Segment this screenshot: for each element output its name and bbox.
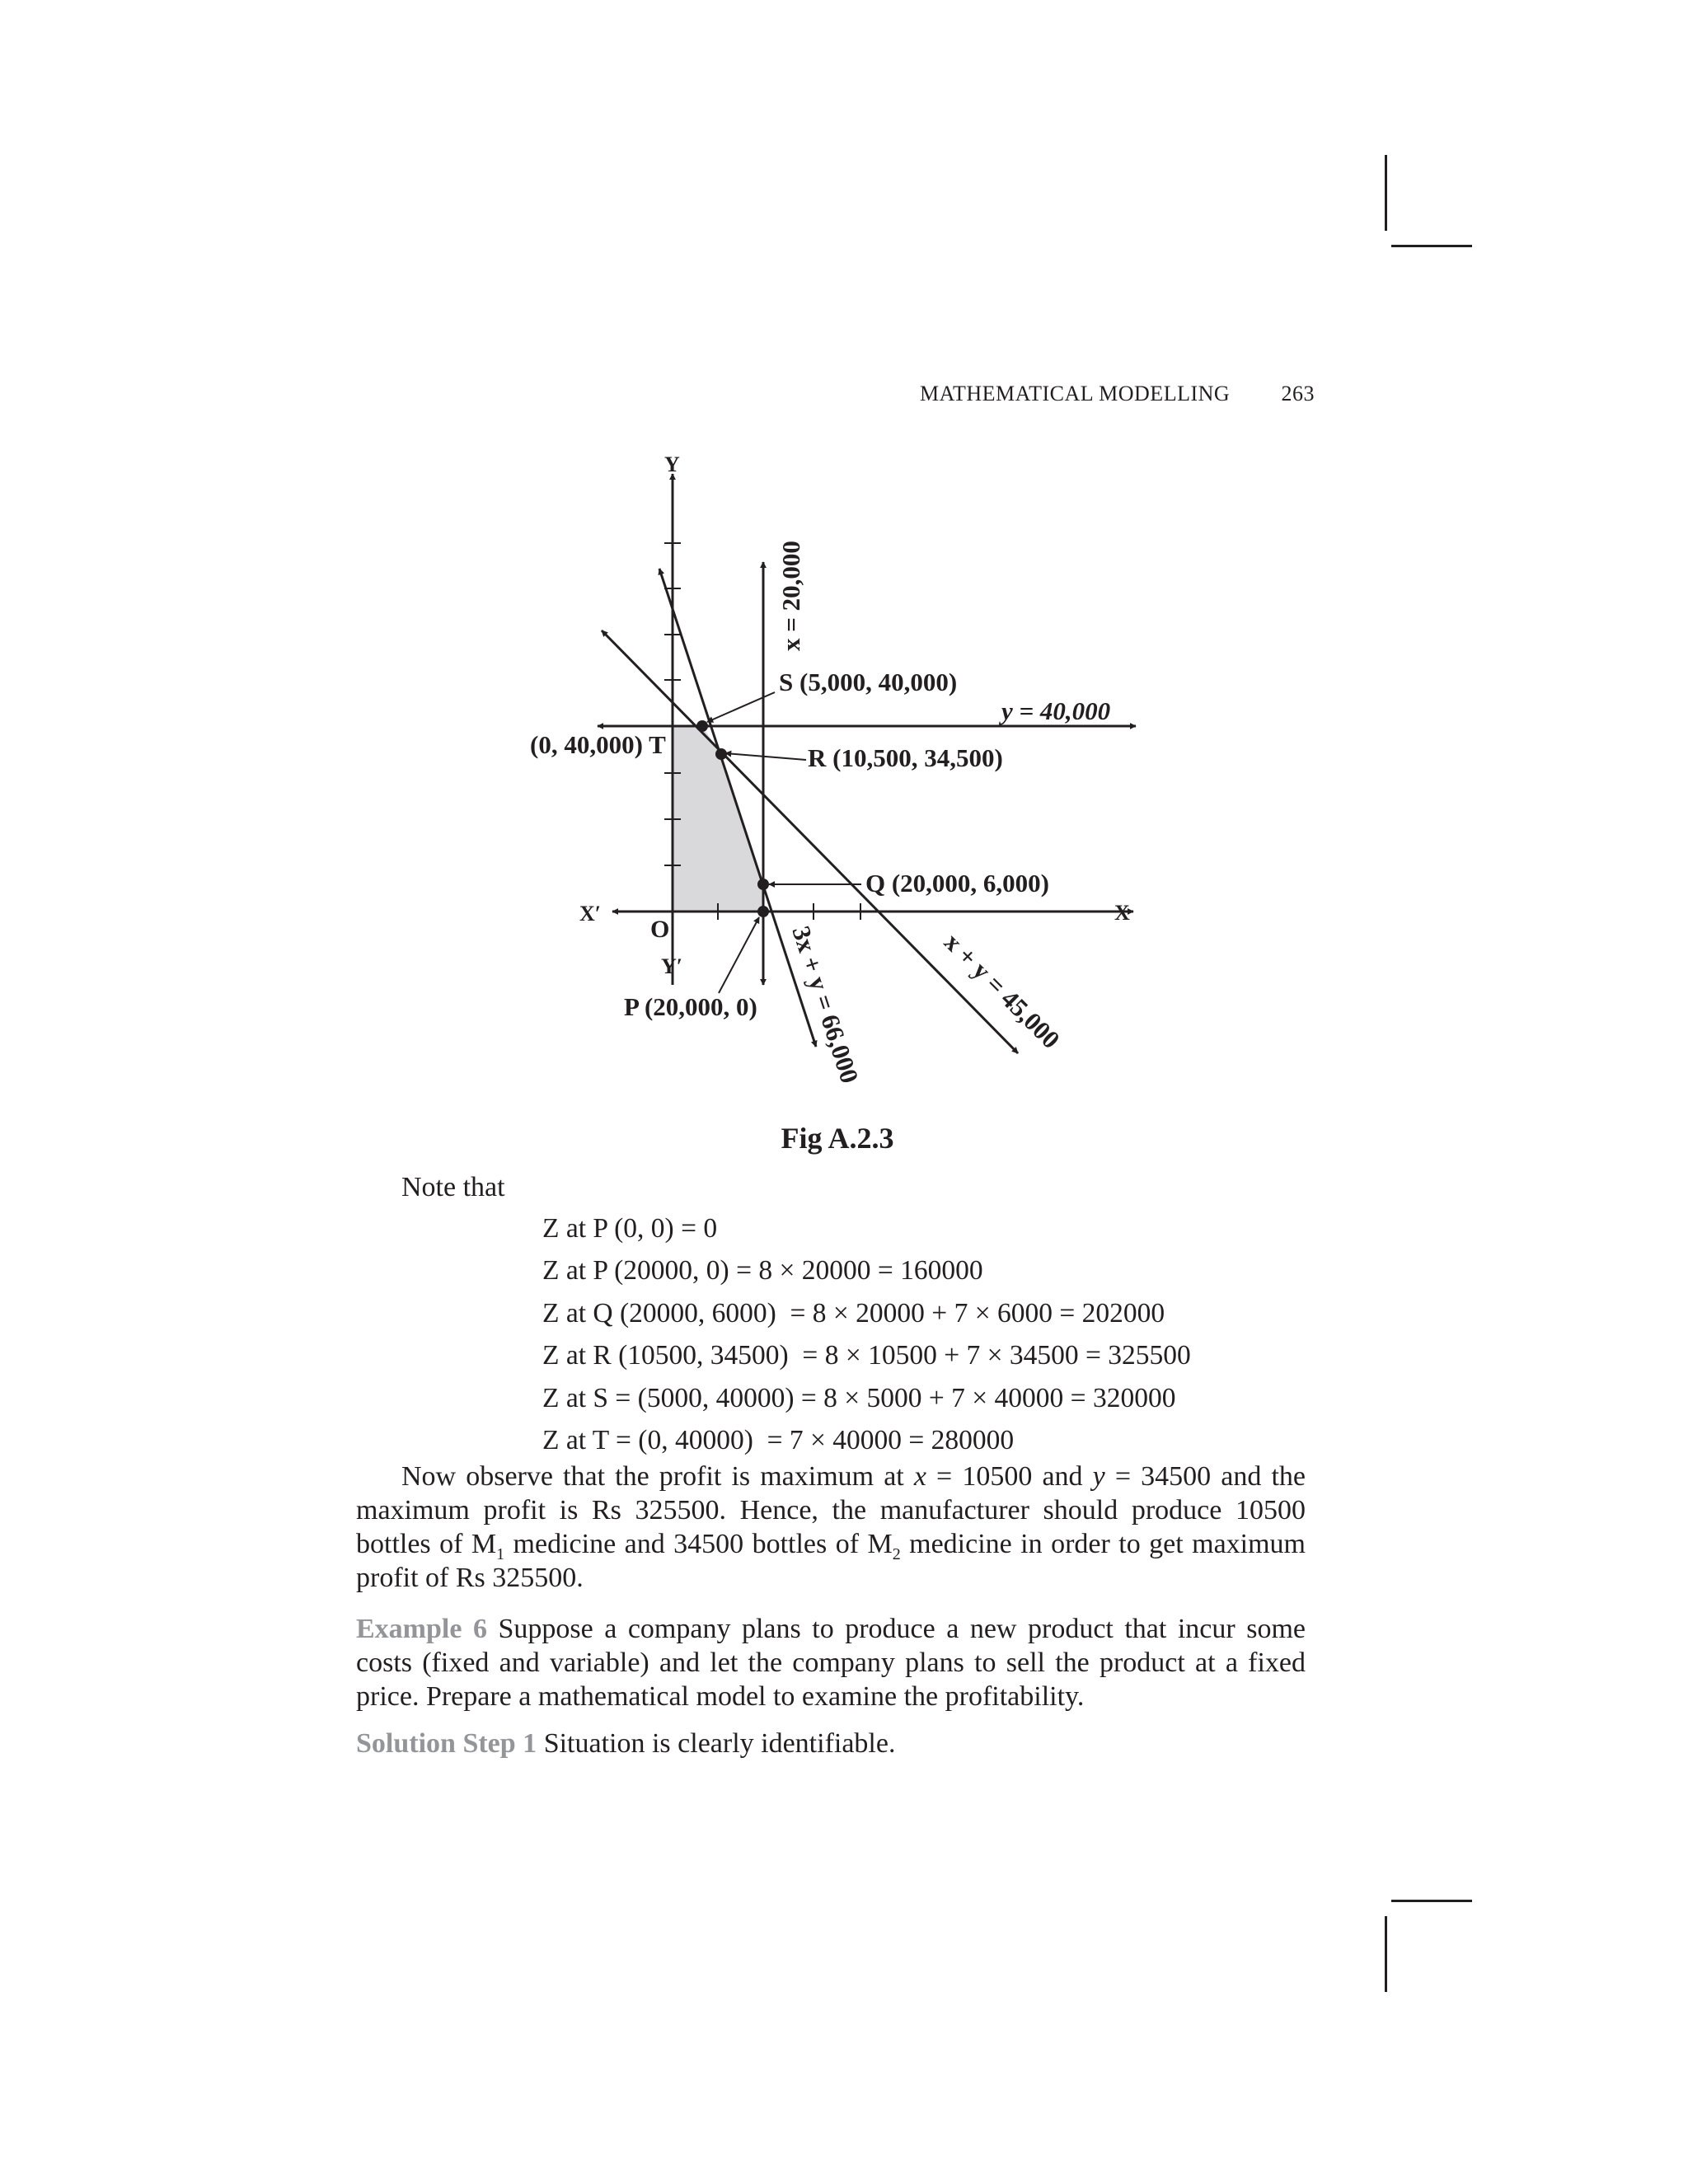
vertex-p-dot bbox=[757, 906, 769, 917]
callout-r-arrow bbox=[725, 753, 806, 760]
callout-s-arrow bbox=[707, 692, 775, 722]
label-x-20000: x = 20,000 bbox=[776, 541, 805, 651]
figure-caption: Fig A.2.3 bbox=[781, 1122, 894, 1155]
label-point-s: S (5,000, 40,000) bbox=[779, 668, 958, 696]
equation-line: Z at R (10500, 34500) = 8 × 10500 + 7 × 34500 = 325500 bbox=[542, 1340, 1191, 1371]
x-neg-label: X′ bbox=[579, 902, 602, 926]
x-axis-label: X bbox=[1114, 901, 1130, 925]
page-number: 263 bbox=[1281, 382, 1315, 405]
running-title: MATHEMATICAL MODELLING bbox=[920, 382, 1231, 405]
label-3x-plus-y: 3x + y = 66,000 bbox=[786, 922, 865, 1087]
equation-line: Z at P (20000, 0) = 8 × 20000 = 160000 bbox=[542, 1255, 983, 1286]
vertex-s-dot bbox=[696, 720, 708, 732]
crop-mark-bottom-horizontal bbox=[1391, 1900, 1472, 1902]
equation-line: Z at P (0, 0) = 0 bbox=[542, 1213, 718, 1244]
equation-line: Z at T = (0, 40000) = 7 × 40000 = 280000 bbox=[542, 1425, 1015, 1456]
label-point-q: Q (20,000, 6,000) bbox=[865, 869, 1050, 898]
example-paragraph: Example 6 Suppose a company plans to produce a new product that incur some costs (fixed and variable) and let the company plans to sell the product at a fixed price. Prepare a mathematical model to examine the profitability. bbox=[356, 1614, 1306, 1712]
solution-paragraph: Solution Step 1 Situation is clearly identifiable. bbox=[356, 1728, 896, 1759]
label-point-r: R (10,500, 34,500) bbox=[808, 743, 1003, 772]
example-label: Example 6 bbox=[356, 1614, 487, 1644]
origin-label: O bbox=[650, 916, 670, 943]
y-neg-label: Y′ bbox=[661, 954, 683, 978]
label-point-p: P (20,000, 0) bbox=[624, 992, 757, 1021]
equation-line: Z at Q (20000, 6000) = 8 × 20000 + 7 × 6000 = 202000 bbox=[542, 1297, 1165, 1329]
solution-label: Solution Step 1 bbox=[356, 1728, 537, 1759]
equation-line: Z at S = (5000, 40000) = 8 × 5000 + 7 × 40000 = 320000 bbox=[542, 1382, 1176, 1413]
conclusion-paragraph: Now observe that the profit is maximum at x = 10500 and y = 34500 and the maximum profit is Rs 325500. Hence, the manufacturer should produce 10500 bottles of $M_1$ medicine and 34500 bottles of $M_2$ medicine in order to get maximum profit of Rs 325500. bbox=[356, 1461, 1306, 1593]
callout-p-arrow bbox=[719, 917, 759, 993]
vertex-r-dot bbox=[715, 748, 727, 760]
label-y-40000: y = 40,000 bbox=[1001, 696, 1111, 725]
label-point-t: (0, 40,000) T bbox=[530, 730, 666, 759]
label-x-plus-y: x + y = 45,000 bbox=[939, 927, 1066, 1055]
y-axis-label: Y bbox=[664, 452, 680, 476]
note-text: Note that bbox=[401, 1172, 505, 1202]
crop-mark-bottom-vertical bbox=[1385, 1916, 1387, 1992]
vertex-q-dot bbox=[757, 879, 769, 890]
objective-evaluations bbox=[542, 1207, 1191, 1461]
